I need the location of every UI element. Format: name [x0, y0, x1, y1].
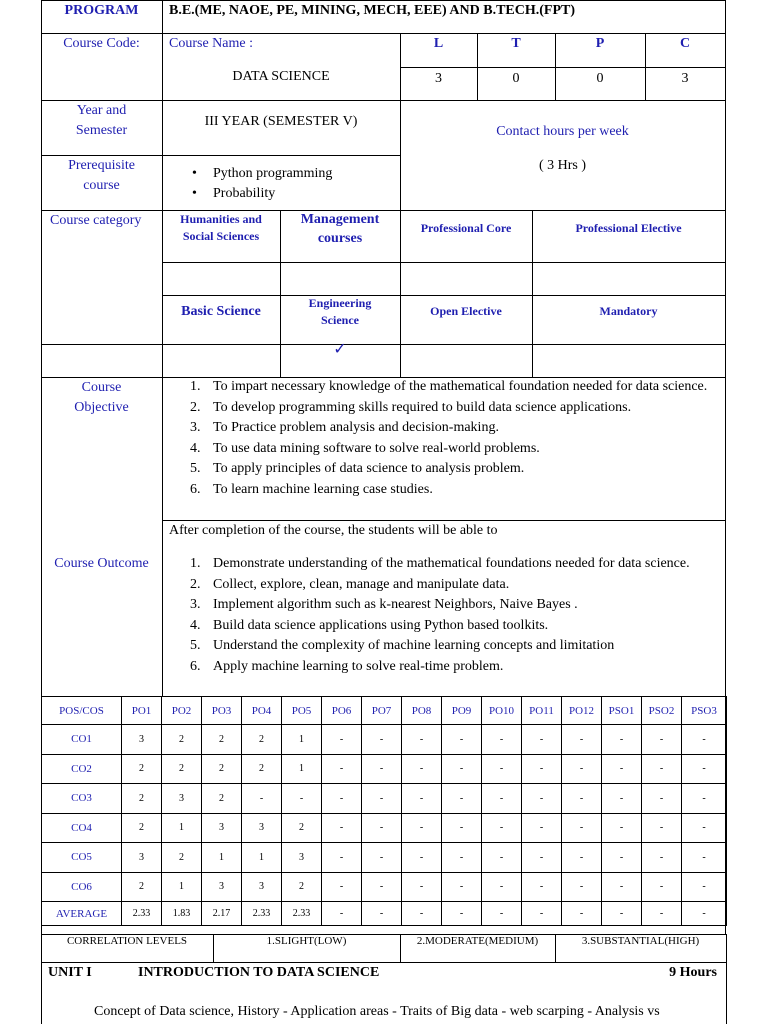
table-row: [42, 784, 727, 814]
table-cell: 2.33: [242, 902, 282, 926]
list-item: 6. To learn machine learning case studies.: [190, 481, 433, 497]
table-cell: 2: [282, 813, 322, 843]
table-cell: -: [322, 902, 362, 926]
table-header-cell: PO4: [242, 697, 282, 725]
table-cell: 2.33: [282, 902, 322, 926]
table-cell: -: [442, 754, 482, 784]
list-item: 1. To impart necessary knowledge of the mathematical foundation needed for data science.: [190, 379, 708, 394]
category-mandatory: Mandatory: [599, 304, 658, 318]
ltpc-value-t: 0: [512, 71, 520, 86]
table-cell: -: [362, 725, 402, 755]
table-cell: -: [642, 872, 682, 902]
table-cell: -: [682, 843, 727, 873]
table-cell: -: [562, 813, 602, 843]
table-cell: 2: [122, 784, 162, 814]
list-item: 3. To Practice problem analysis and decision-making.: [190, 420, 499, 435]
table-cell: -: [402, 902, 442, 926]
table-cell: -: [562, 872, 602, 902]
table-cell: -: [482, 725, 522, 755]
table-cell: -: [642, 754, 682, 784]
table-cell: -: [442, 725, 482, 755]
table-cell: CO3: [42, 784, 122, 814]
correlation-medium: 2.MODERATE(MEDIUM): [416, 935, 539, 947]
table-cell: -: [322, 843, 362, 873]
table-cell: CO1: [42, 725, 122, 755]
correlation-high: 3.SUBSTANTIAL(HIGH): [581, 935, 700, 947]
list-item: 1. Demonstrate understanding of the mathematical foundations needed for data science.: [190, 556, 690, 571]
unit-hours: 9 Hours: [669, 965, 717, 980]
table-cell: -: [522, 813, 562, 843]
outcome-intro: After completion of the course, the students will be able to: [169, 523, 498, 538]
table-header-cell: PO3: [202, 697, 242, 725]
table-cell: 2.17: [202, 902, 242, 926]
contact-hours-value: ( 3 Hrs ): [538, 158, 587, 173]
list-item: • Probability: [192, 186, 276, 201]
table-cell: -: [682, 784, 727, 814]
table-cell: -: [562, 843, 602, 873]
table-cell: 1: [282, 754, 322, 784]
course-code-label: Course Code:: [63, 36, 140, 51]
table-cell: -: [682, 872, 727, 902]
table-cell: 2: [242, 725, 282, 755]
list-item: 2. To develop programming skills required to build data science applications.: [190, 399, 632, 415]
course-category-label: Course category: [50, 213, 142, 228]
outcome-list: [162, 554, 718, 677]
table-cell: -: [362, 813, 402, 843]
course-name-label: Course Name :: [169, 36, 253, 51]
table-cell: 3: [242, 813, 282, 843]
table-cell: -: [682, 754, 727, 784]
table-cell: 1: [282, 725, 322, 755]
table-cell: -: [322, 872, 362, 902]
table-cell: -: [642, 784, 682, 814]
table-cell: 3: [202, 813, 242, 843]
table-cell: -: [362, 843, 402, 873]
table-cell: -: [362, 872, 402, 902]
table-cell: -: [482, 902, 522, 926]
table-cell: 2: [282, 872, 322, 902]
course-outcome-label: Course Outcome: [54, 556, 149, 571]
list-item: • Python programming: [192, 166, 333, 181]
table-cell: -: [682, 902, 727, 926]
unit-content: Concept of Data science, History - Application areas - Traits of Big data - web scarping - Analysis vs: [94, 1004, 660, 1019]
table-cell: -: [242, 784, 282, 814]
table-header-cell: PO11: [522, 697, 562, 725]
table-cell: -: [482, 754, 522, 784]
course-objective-label: Course Objective: [74, 380, 129, 415]
table-cell: -: [562, 725, 602, 755]
table-cell: -: [562, 784, 602, 814]
table-cell: -: [402, 843, 442, 873]
table-header-cell: PO5: [282, 697, 322, 725]
table-cell: -: [522, 784, 562, 814]
ltpc-header-c: C: [679, 36, 691, 51]
prerequisite-list: [162, 164, 400, 204]
table-cell: AVERAGE: [42, 902, 122, 926]
year-value: III YEAR (SEMESTER V): [204, 114, 358, 129]
table-cell: -: [602, 843, 642, 873]
table-cell: -: [362, 902, 402, 926]
ltpc-header-l: L: [433, 36, 444, 51]
table-cell: -: [402, 754, 442, 784]
correlation-label: CORRELATION LEVELS: [66, 935, 188, 947]
list-item: 5. To apply principles of data science to analysis problem.: [190, 461, 525, 476]
prerequisite-label: Prerequisite course: [68, 158, 135, 193]
table-row: [42, 725, 727, 755]
table-cell: 2: [202, 784, 242, 814]
table-cell: 3: [122, 725, 162, 755]
table-cell: 2: [122, 872, 162, 902]
table-cell: 2: [162, 843, 202, 873]
program-label: PROGRAM: [64, 3, 139, 18]
table-cell: 2.33: [122, 902, 162, 926]
category-management: Management courses: [300, 212, 380, 246]
table-header-cell: PO8: [402, 697, 442, 725]
table-cell: 1: [242, 843, 282, 873]
table-cell: -: [482, 784, 522, 814]
table-header-cell: PO9: [442, 697, 482, 725]
unit-number: UNIT I: [48, 965, 92, 980]
table-cell: -: [402, 813, 442, 843]
table-cell: -: [562, 902, 602, 926]
category-professional-elective: Professional Elective: [575, 221, 682, 235]
table-cell: -: [482, 872, 522, 902]
list-item: 6. Apply machine learning to solve real-time problem.: [190, 658, 504, 674]
co-po-mapping-table: [41, 696, 727, 926]
table-cell: -: [442, 843, 482, 873]
category-humanities: Humanities and Social Sciences: [180, 212, 262, 243]
table-cell: -: [402, 725, 442, 755]
table-header-cell: PSO2: [642, 697, 682, 725]
table-cell: -: [522, 725, 562, 755]
year-label: Year and Semester: [75, 103, 128, 138]
table-header-cell: PO10: [482, 697, 522, 725]
list-item: 3. Implement algorithm such as k-nearest Neighbors, Naive Bayes .: [190, 597, 578, 612]
table-cell: 2: [162, 725, 202, 755]
table-cell: -: [282, 784, 322, 814]
table-cell: 3: [282, 843, 322, 873]
table-cell: -: [482, 843, 522, 873]
ltpc-value-c: 3: [681, 71, 689, 86]
table-cell: -: [682, 725, 727, 755]
table-cell: -: [522, 843, 562, 873]
table-header-cell: PO7: [362, 697, 402, 725]
table-row: [42, 872, 727, 902]
table-cell: 3: [202, 872, 242, 902]
table-header-cell: PO6: [322, 697, 362, 725]
list-item: 4. To use data mining software to solve real-world problems.: [190, 440, 540, 456]
table-cell: 1.83: [162, 902, 202, 926]
table-row: [42, 902, 727, 926]
table-cell: -: [322, 813, 362, 843]
table-header-cell: PO1: [122, 697, 162, 725]
table-header-cell: PSO1: [602, 697, 642, 725]
table-cell: -: [442, 784, 482, 814]
table-cell: -: [562, 754, 602, 784]
table-cell: -: [442, 813, 482, 843]
category-basic-science: Basic Science: [181, 304, 261, 319]
table-cell: 2: [202, 725, 242, 755]
table-cell: -: [322, 784, 362, 814]
table-row: [42, 843, 727, 873]
list-item: 2. Collect, explore, clean, manage and manipulate data.: [190, 576, 510, 592]
table-cell: -: [442, 902, 482, 926]
table-cell: -: [522, 902, 562, 926]
course-name: DATA SCIENCE: [232, 69, 330, 84]
table-cell: 2: [122, 813, 162, 843]
table-cell: CO2: [42, 754, 122, 784]
ltpc-value-p: 0: [596, 71, 604, 86]
table-cell: -: [362, 754, 402, 784]
table-cell: -: [522, 872, 562, 902]
check-mark-icon: ✓: [333, 341, 347, 358]
table-cell: -: [362, 784, 402, 814]
table-cell: -: [602, 872, 642, 902]
contact-hours-label: Contact hours per week: [496, 124, 629, 139]
ltpc-header-p: P: [595, 36, 605, 51]
table-cell: 1: [202, 843, 242, 873]
table-cell: -: [642, 843, 682, 873]
category-engineering-science: Engineering Science: [308, 296, 372, 327]
table-header-cell: POS/COS: [42, 697, 122, 725]
table-cell: CO5: [42, 843, 122, 873]
table-cell: -: [642, 813, 682, 843]
ltpc-header-t: T: [511, 36, 521, 51]
table-cell: -: [322, 754, 362, 784]
table-cell: 2: [202, 754, 242, 784]
table-cell: 2: [242, 754, 282, 784]
table-cell: 1: [162, 872, 202, 902]
program-value: B.E.(ME, NAOE, PE, MINING, MECH, EEE) AND B.TECH.(FPT): [169, 3, 576, 18]
table-cell: -: [482, 813, 522, 843]
table-cell: -: [602, 784, 642, 814]
table-cell: CO6: [42, 872, 122, 902]
table-cell: 2: [162, 754, 202, 784]
table-cell: 3: [122, 843, 162, 873]
table-cell: -: [442, 872, 482, 902]
table-cell: -: [642, 725, 682, 755]
ltpc-value-l: 3: [435, 71, 442, 86]
table-cell: -: [602, 813, 642, 843]
unit-title: INTRODUCTION TO DATA SCIENCE: [138, 965, 380, 980]
table-cell: -: [402, 872, 442, 902]
table-cell: 3: [242, 872, 282, 902]
table-cell: -: [402, 784, 442, 814]
list-item: 4. Build data science applications using Python based toolkits.: [190, 617, 549, 633]
table-header-cell: PO12: [562, 697, 602, 725]
table-header-cell: PO2: [162, 697, 202, 725]
table-row: [42, 813, 727, 843]
category-open-elective: Open Elective: [430, 304, 502, 318]
table-cell: -: [602, 902, 642, 926]
objective-list: [162, 377, 718, 500]
table-cell: -: [682, 813, 727, 843]
table-cell: CO4: [42, 813, 122, 843]
table-cell: -: [322, 725, 362, 755]
correlation-low: 1.SLIGHT(LOW): [266, 935, 347, 947]
table-cell: -: [642, 902, 682, 926]
table-cell: 1: [162, 813, 202, 843]
table-cell: -: [522, 754, 562, 784]
table-header-cell: PSO3: [682, 697, 727, 725]
table-cell: -: [602, 725, 642, 755]
list-item: 5. Understand the complexity of machine learning concepts and limitation: [190, 638, 615, 653]
category-professional-core: Professional Core: [420, 221, 512, 235]
table-cell: 2: [122, 754, 162, 784]
table-header-row: [42, 697, 727, 725]
table-row: [42, 754, 727, 784]
table-cell: 3: [162, 784, 202, 814]
table-cell: -: [602, 754, 642, 784]
